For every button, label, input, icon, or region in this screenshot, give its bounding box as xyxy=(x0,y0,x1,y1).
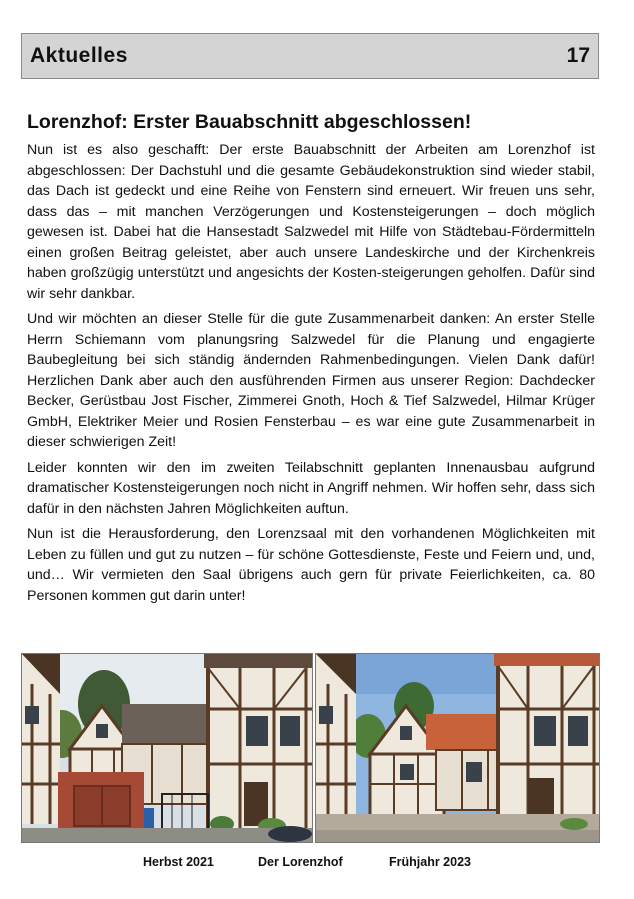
caption-autumn-2021: Herbst 2021 xyxy=(143,855,214,869)
article-paragraph-1: Nun ist es also geschafft: Der erste Bauabschnitt der Arbeiten am Lorenzhof ist abgeschlossen: Der Dachstuhl und die gesamte Gebäudekonstruktion sind wieder stabil, das Dach ist gedeckt und eine Reihe von Fenstern sind erneuert. Wir freuen uns sehr, dass das – mit manchen Verzögerungen und Kostensteigerungen – doch möglich gewesen ist. Dabei hat die Hansestadt Salzwedel mit Hilfe von Städtebau-Fördermitteln einen großen Beitrag geleistet, aber auch unsere Landeskirche und der Kirchenkreis haben großzügig unterstützt und angesichts der Kosten-steigerungen geholfen. Dafür sind wir sehr dankbar. xyxy=(27,142,595,302)
page-number: 17 xyxy=(566,44,590,67)
photo-autumn-2021 xyxy=(21,653,313,843)
article xyxy=(27,109,595,611)
article-paragraph-3: Leider konnten wir den im zweiten Teilabschnitt geplanten Innenausbau aufgrund dramatischer Kostensteigerungen noch nicht in Angriff nehmen. Wir hoffen sehr, dass sich dafür in den nächsten Jahren Möglichkeiten auftun. xyxy=(27,459,595,517)
article-paragraph-4: Nun ist die Herausforderung, den Lorenzsaal mit den vorhandenen Möglichkeiten mit Leben zu füllen und gut zu nutzen – für schöne Gottesdienste, Feste und Feiern und, und, und… Wir vermieten den Saal übrigens auch gern für private Feierlichkeiten, ca. 80 Personen kommen gut darin unter! xyxy=(27,526,595,604)
photo-captions xyxy=(0,855,634,873)
article-title: Lorenzhof: Erster Bauabschnitt abgeschlossen! xyxy=(27,111,472,133)
header-bar xyxy=(21,33,599,79)
caption-spring-2023: Frühjahr 2023 xyxy=(389,855,471,869)
caption-lorenzhof: Der Lorenzhof xyxy=(258,855,343,869)
article-paragraph-2: Und wir möchten an dieser Stelle für die gute Zusammenarbeit danken: An erster Stelle Herrn Schiemann vom planungsring Salzwedel für die Planung und engagierte Baubegleitung bei sich ständig ändernden Rahmenbedingungen. Vielen Dank dafür! Herzlichen Dank aber auch den ausführenden Firmen aus unserer Region: Dachdecker Becker, Gerüstbau Jost Fischer, Zimmerei Gnoth, Hoch & Tief Salzwedel, Hilmar Krüger GmbH, Elektriker Meier und Rosien Fensterbau – es war eine gute Zusammenarbeit in dieser schwierigen Zeit! xyxy=(27,311,595,450)
section-title: Aktuelles xyxy=(30,44,128,67)
photo-spring-2023 xyxy=(315,653,600,843)
